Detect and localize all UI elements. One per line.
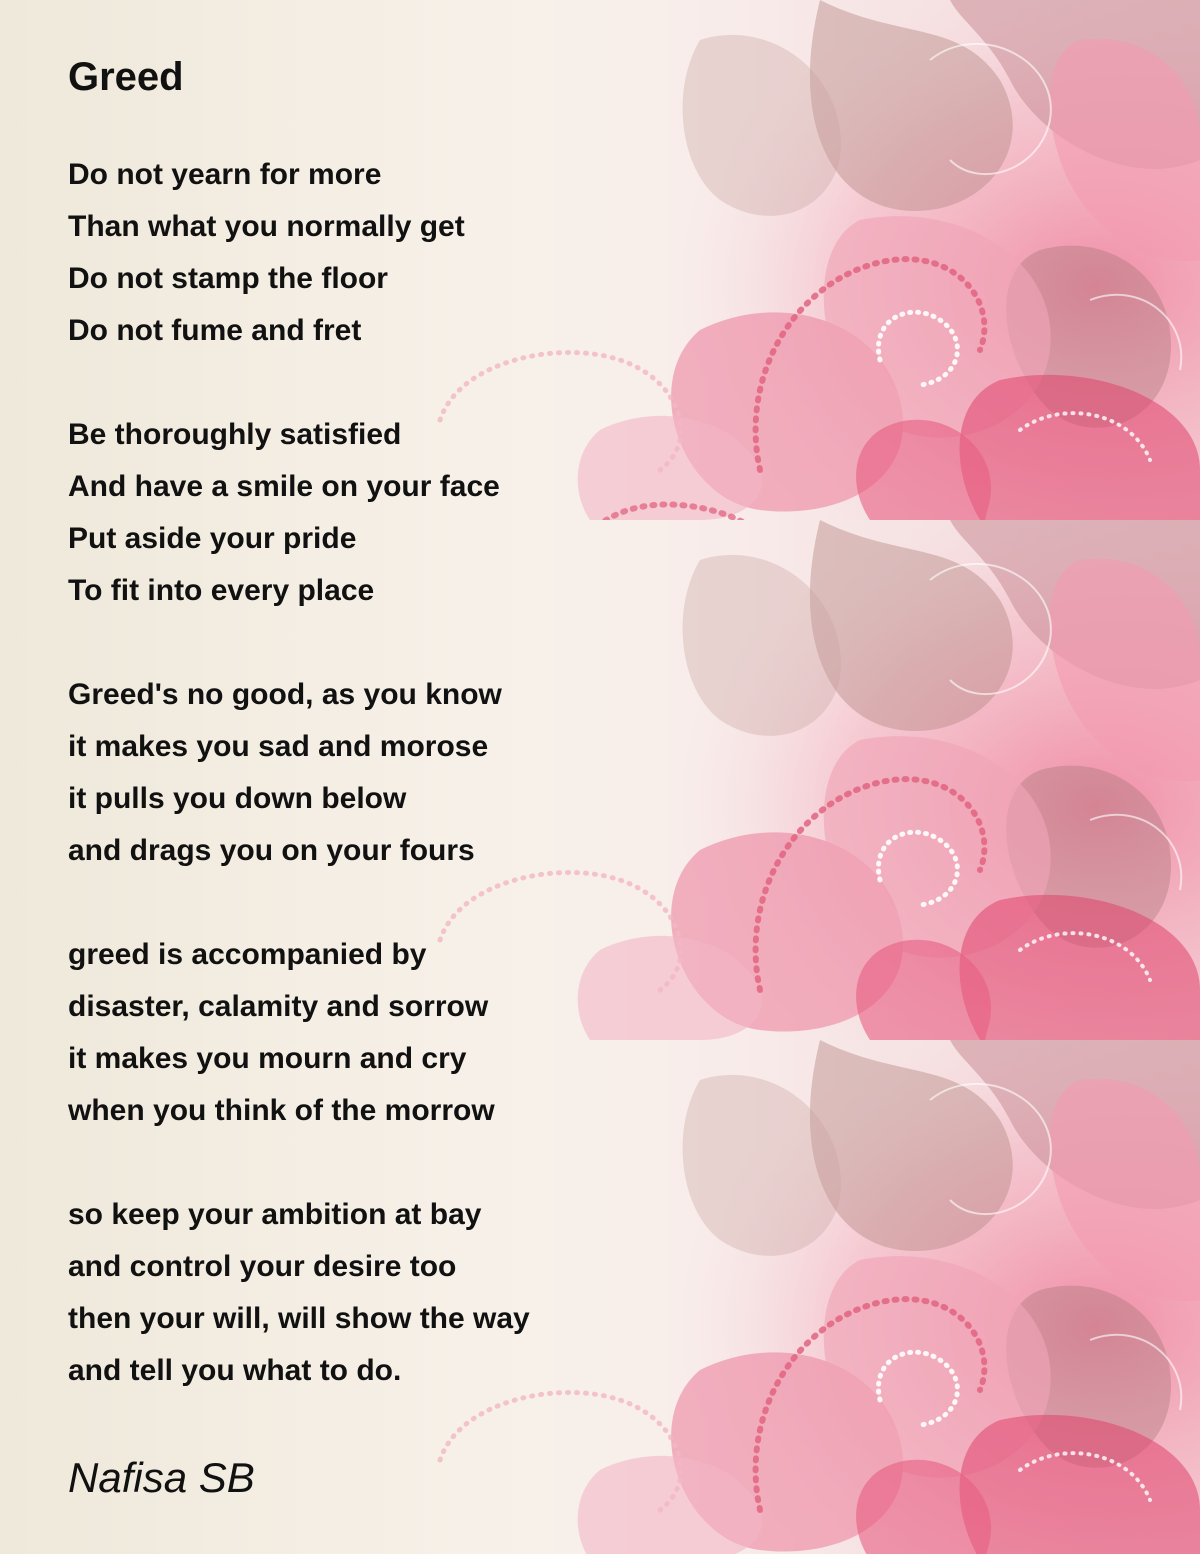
poem-line: so keep your ambition at bay [68, 1198, 482, 1231]
poem-body [68, 149, 708, 1449]
poem-line: To fit into every place [68, 574, 375, 607]
poem-line: it makes you sad and morose [68, 730, 489, 763]
stanza-2 [68, 409, 708, 617]
poem-line: Than what you normally get [68, 210, 465, 243]
stanza-3 [68, 669, 708, 877]
poem-line: Be thoroughly satisfied [68, 418, 402, 451]
poem-line: and tell you what to do. [68, 1354, 402, 1387]
poem-line: Put aside your pride [68, 522, 357, 555]
poem-author: Nafisa SB [68, 1454, 255, 1501]
poem-line: and control your desire too [68, 1250, 457, 1283]
poem-line: it pulls you down below [68, 782, 407, 815]
poem-line: Do not fume and fret [68, 314, 362, 347]
poem-line: and drags you on your fours [68, 834, 475, 867]
poem-line: when you think of the morrow [68, 1094, 495, 1127]
poem-line: Do not yearn for more [68, 158, 382, 191]
poem-line: And have a smile on your face [68, 470, 500, 503]
poem-line: greed is accompanied by [68, 938, 427, 971]
stanza-1 [68, 149, 708, 357]
stanza-4 [68, 929, 708, 1137]
stanza-5 [68, 1189, 708, 1397]
poem-line: Greed's no good, as you know [68, 678, 502, 711]
poem-title: Greed [68, 55, 184, 99]
poem-line: then your will, will show the way [68, 1302, 530, 1335]
poem-line: it makes you mourn and cry [68, 1042, 467, 1075]
poem-line: Do not stamp the floor [68, 262, 388, 295]
poem-line: disaster, calamity and sorrow [68, 990, 489, 1023]
